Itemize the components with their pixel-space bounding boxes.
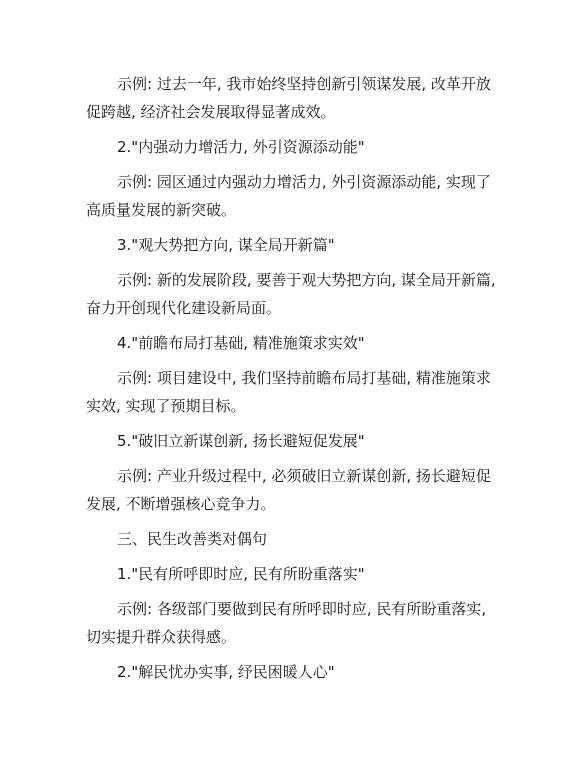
- text-line: 示例: 项目建设中, 我们坚持前瞻布局打基础, 精准施策求: [117, 369, 491, 387]
- text-line: 奋力开创现代化建设新局面。: [86, 299, 282, 317]
- text-line: 发展, 不断增强核心竞争力。: [86, 495, 276, 513]
- text-line: 切实提升群众获得感。: [86, 628, 237, 646]
- text-line: 示例: 园区通过内强动力增活力, 外引资源添动能, 实现了: [117, 173, 491, 191]
- text-line: 高质量发展的新突破。: [86, 201, 237, 219]
- text-line: 示例: 过去一年, 我市始终坚持创新引领谋发展, 改革开放: [117, 75, 491, 93]
- heading-line: 2."内强动力增活力, 外引资源添动能": [117, 138, 365, 156]
- section-heading: 三、民生改善类对偶句: [117, 530, 268, 548]
- text-line: 示例: 产业升级过程中, 必须破旧立新谋创新, 扬长避短促: [117, 467, 491, 485]
- heading-line: 1."民有所呼即时应, 民有所盼重落实": [117, 565, 365, 583]
- heading-line: 4."前瞻布局打基础, 精准施策求实效": [117, 334, 365, 352]
- text-line: 示例: 各级部门要做到民有所呼即时应, 民有所盼重落实,: [117, 600, 487, 618]
- text-line: 促跨越, 经济社会发展取得显著成效。: [86, 103, 336, 121]
- heading-line: 2."解民忧办实事, 纾民困暖人心": [117, 663, 335, 681]
- text-line: 示例: 新的发展阶段, 要善于观大势把方向, 谋全局开新篇,: [117, 271, 496, 289]
- text-line: 实效, 实现了预期目标。: [86, 397, 246, 415]
- heading-line: 5."破旧立新谋创新, 扬长避短促发展": [117, 432, 365, 450]
- heading-line: 3."观大势把方向, 谋全局开新篇": [117, 236, 335, 254]
